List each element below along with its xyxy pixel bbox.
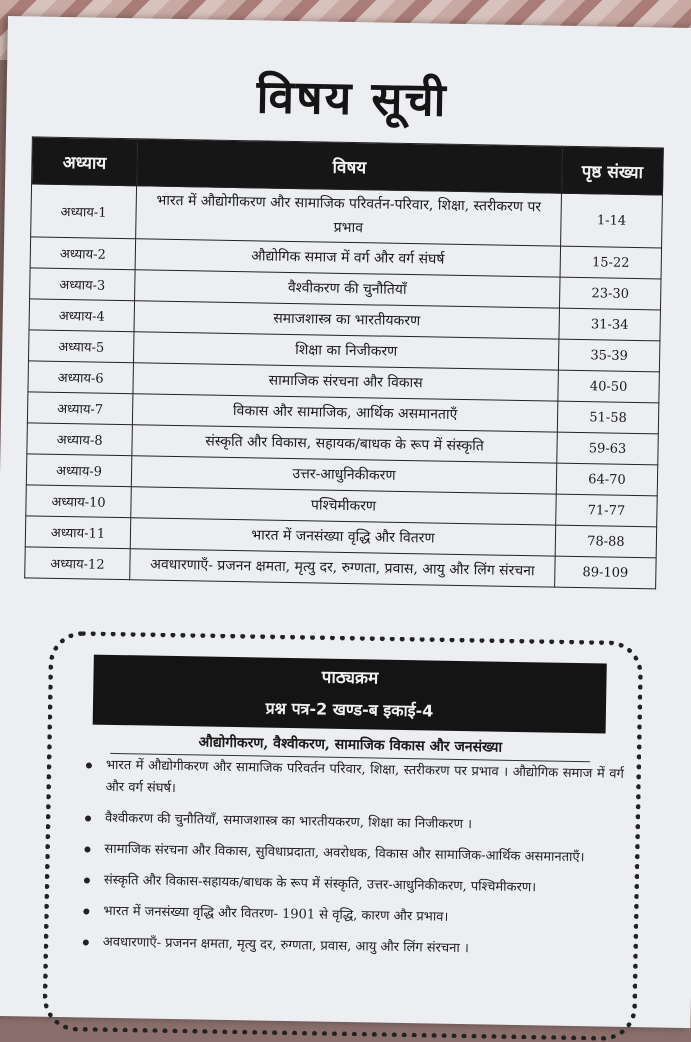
list-item — [76, 838, 622, 870]
pages-cell: 40-50 — [558, 370, 660, 403]
list-item — [77, 807, 623, 839]
pages-cell: 15-22 — [560, 246, 662, 279]
pages-cell: 31-34 — [559, 308, 661, 341]
pages-cell: 78-88 — [555, 525, 657, 558]
bullet-icon — [85, 815, 91, 821]
page-title: विषय सूची — [256, 69, 449, 127]
pages-cell: 51-58 — [557, 401, 659, 434]
subject-cell: विकास और सामाजिक, आर्थिक असमानताएँ — [132, 394, 557, 432]
subject-cell: संस्कृति और विकास, सहायक/बाधक के रूप में संस्कृति — [132, 425, 557, 463]
chapter-cell: अध्याय-2 — [30, 237, 136, 270]
bullet-icon — [86, 762, 92, 768]
subject-cell: पश्चिमीकरण — [131, 487, 556, 525]
syllabus-subheading: प्रश्न पत्र-2 खण्ड-ब इकाई-4 — [265, 698, 434, 721]
subject-cell: सामाजिक संरचना और विकास — [133, 363, 558, 401]
point-text: सामाजिक संरचना और विकास, सुविधाप्रदाता, अवरोधक, विकास और सामाजिक-आर्थिक असमानताएँ। — [104, 841, 585, 866]
pages-cell: 59-63 — [557, 432, 659, 465]
list-item — [76, 869, 622, 901]
syllabus-box — [42, 631, 643, 1041]
header-subject: विषय — [137, 139, 563, 193]
bullet-icon — [84, 877, 90, 883]
syllabus-points — [74, 754, 624, 971]
chapter-cell: अध्याय-9 — [26, 454, 132, 487]
list-item — [75, 900, 621, 932]
subject-cell: अवधारणाएँ- प्रजनन क्षमता, मृत्यु दर, रुग्णता, प्रवास, आयु और लिंग संरचना — [130, 549, 555, 587]
point-text: भारत में औद्योगीकरण और सामाजिक परिवर्तन परिवार, शिक्षा, स्तरीकरण पर प्रभाव । औद्योगिक समाज में वर्ग और वर्ग संघर्ष। — [105, 757, 624, 797]
subject-cell: औद्योगिक समाज में वर्ग और वर्ग संघर्ष — [135, 239, 560, 277]
point-text: भारत में जनसंख्या वृद्धि और वितरण- 1901 से वृद्धि, कारण और प्रभाव। — [103, 903, 449, 925]
bullet-icon — [83, 908, 89, 914]
pages-cell: 71-77 — [556, 494, 658, 527]
chapter-cell: अध्याय-3 — [30, 268, 136, 301]
pages-cell: 35-39 — [558, 339, 660, 372]
pages-cell: 23-30 — [559, 277, 661, 310]
chapter-cell: अध्याय-7 — [27, 392, 133, 425]
subject-cell: समाजशास्त्र का भारतीयकरण — [134, 301, 559, 339]
pages-cell: 64-70 — [556, 463, 658, 496]
chapter-cell: अध्याय-11 — [25, 516, 131, 549]
point-text: संस्कृति और विकास-सहायक/बाधक के रूप में संस्कृति, उत्तर-आधुनिकीकरण, पश्चिमीकरण। — [103, 872, 537, 896]
subject-cell: भारत में जनसंख्या वृद्धि और वितरण — [130, 518, 555, 556]
point-text: वैश्वीकरण की चुनौतियाँ, समाजशास्त्र का भारतीयकरण, शिक्षा का निजीकरण । — [104, 810, 473, 833]
unit-title: औद्योगीकरण, वैश्वीकरण, सामाजिक विकास और जनसंख्या — [110, 731, 590, 762]
pages-cell: 89-109 — [555, 556, 657, 589]
subject-cell: उत्तर-आधुनिकीकरण — [131, 456, 556, 494]
chapter-cell: अध्याय-5 — [28, 330, 134, 363]
syllabus-header — [93, 655, 607, 734]
chapter-cell: अध्याय-10 — [26, 485, 132, 518]
syllabus-heading: पाठ्यक्रम — [321, 667, 379, 689]
header-chapter: अध्याय — [32, 137, 138, 186]
bullet-icon — [83, 939, 89, 945]
subject-cell: भारत में औद्योगीकरण और सामाजिक परिवर्तन-परिवार, शिक्षा, स्तरीकरण पर प्रभाव — [136, 186, 562, 246]
chapter-cell: अध्याय-1 — [31, 184, 137, 239]
contents-table — [24, 136, 664, 589]
point-text: अवधारणाएँ- प्रजनन क्षमता, मृत्यु दर, रुग्णता, प्रवास, आयु और लिंग संरचना । — [102, 934, 469, 957]
subject-cell: शिक्षा का निजीकरण — [133, 332, 558, 370]
pages-cell: 1-14 — [561, 193, 663, 248]
subject-cell: वैश्वीकरण की चुनौतियाँ — [135, 270, 560, 308]
bullet-icon — [84, 846, 90, 852]
list-item — [75, 931, 621, 963]
chapter-cell: अध्याय-8 — [27, 423, 133, 456]
chapter-cell: अध्याय-4 — [29, 299, 135, 332]
list-item — [77, 754, 624, 808]
book-page — [0, 16, 691, 1028]
header-pages: पृष्ठ संख्या — [561, 146, 663, 195]
chapter-cell: अध्याय-12 — [25, 547, 131, 580]
chapter-cell: अध्याय-6 — [28, 361, 134, 394]
